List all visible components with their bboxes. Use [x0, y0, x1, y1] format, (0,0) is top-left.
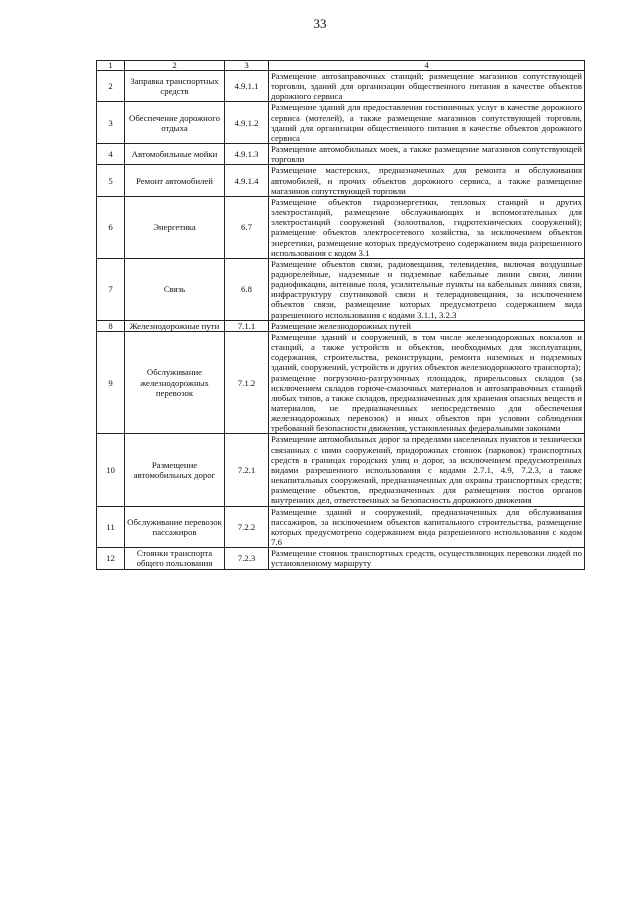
row-number: 7	[97, 258, 125, 320]
table-row	[97, 506, 585, 548]
land-use-description: Размещение зданий для предоставления гостиничных услуг в качестве дорожного сервиса (мотелей), а также размещение магазинов сопутствующей торговли, зданий для организации общественного питания в качестве объектов дорожного сервиса	[269, 102, 585, 144]
land-use-code: 6.8	[225, 258, 269, 320]
land-use-code: 4.9.1.3	[225, 144, 269, 165]
land-use-description: Размещение объектов гидроэнергетики, тепловых станций и других электростанций, размещение обслуживающих и вспомогательных для электростанций сооружений (золоотвалов, гидротехнических сооружений); размещение объектов электросетевого хозяйства, за исключением объектов энергетики, размещение которых предусмотрено содержанием вида разрешенного использования с кодом 3.1	[269, 196, 585, 258]
land-use-table	[96, 60, 585, 570]
table-header-row	[97, 61, 585, 71]
row-number: 8	[97, 320, 125, 331]
land-use-code: 7.1.1	[225, 320, 269, 331]
land-use-name: Обслуживание перевозок пассажиров	[125, 506, 225, 548]
land-use-code: 6.7	[225, 196, 269, 258]
row-number: 5	[97, 165, 125, 196]
land-use-code: 7.2.1	[225, 434, 269, 506]
row-number: 9	[97, 331, 125, 434]
land-use-description: Размещение зданий и сооружений, предназначенных для обслуживания пассажиров, за исключением объектов капитального строительства, размещение которых предусмотрено содержанием вида разрешенного использования с кодом 7.6	[269, 506, 585, 548]
table-row	[97, 258, 585, 320]
row-number: 12	[97, 548, 125, 569]
land-use-code: 4.9.1.4	[225, 165, 269, 196]
land-use-code: 7.2.2	[225, 506, 269, 548]
row-number: 3	[97, 102, 125, 144]
land-use-name: Стоянки транспорта общего пользования	[125, 548, 225, 569]
row-number: 6	[97, 196, 125, 258]
land-use-name: Размещение автомобильных дорог	[125, 434, 225, 506]
land-use-name: Энергетика	[125, 196, 225, 258]
land-use-description: Размещение стоянок транспортных средств, осуществляющих перевозки людей по установленному маршруту	[269, 548, 585, 569]
land-use-name: Ремонт автомобилей	[125, 165, 225, 196]
row-number: 4	[97, 144, 125, 165]
land-use-name: Заправка транспортных средств	[125, 71, 225, 102]
column-header: 4	[269, 61, 585, 71]
table-row	[97, 102, 585, 144]
table-row	[97, 548, 585, 569]
row-number: 2	[97, 71, 125, 102]
land-use-description: Размещение автомобильных дорог за пределами населенных пунктов и технически связанных с ними сооружений, придорожных стоянок (парковок) транспортных средств в границах городских улиц и дорог, за исключением предусмотренных видами разрешенного использования с кодами 2.7.1, 4.9, 7.2.3, а также некапитальных сооружений, предназначенных для охраны транспортных средств; размещение объектов, предназначенных для размещения постов органов внутренних дел, ответственных за безопасность дорожного движения	[269, 434, 585, 506]
table-row	[97, 434, 585, 506]
land-use-name: Обеспечение дорожного отдыха	[125, 102, 225, 144]
land-use-code: 4.9.1.2	[225, 102, 269, 144]
land-use-description: Размещение зданий и сооружений, в том числе железнодорожных вокзалов и станций, а также устройств и объектов, необходимых для эксплуатации, содержания, строительства, реконструкции, ремонта наземных и подземных зданий, сооружений, устройств и других объектов железнодорожного транспорта); размещение погрузочно-разгрузочных площадок, прирельсовых складов (за исключением складов горюче-смазочных материалов и автозаправочных станций любых типов, а также складов, предназначенных для хранения опасных веществ и материалов, не предназначенных непосредственно для обеспечения железнодорожных перевозок) и иных объектов при условии соблюдения требований безопасности движения, установленных федеральными законами	[269, 331, 585, 434]
row-number: 11	[97, 506, 125, 548]
land-use-name: Связь	[125, 258, 225, 320]
table-row	[97, 165, 585, 196]
row-number: 10	[97, 434, 125, 506]
land-use-description: Размещение автозаправочных станций; размещение магазинов сопутствующей торговли, зданий для организации общественного питания в качестве объектов дорожного сервиса	[269, 71, 585, 102]
table-row	[97, 71, 585, 102]
land-use-name: Железнодорожные пути	[125, 320, 225, 331]
page-number: 33	[313, 16, 327, 31]
table-row	[97, 144, 585, 165]
land-use-code: 7.1.2	[225, 331, 269, 434]
land-use-name: Автомобильные мойки	[125, 144, 225, 165]
table-row	[97, 320, 585, 331]
land-use-description: Размещение автомобильных моек, а также размещение магазинов сопутствующей торговли	[269, 144, 585, 165]
land-use-description: Размещение объектов связи, радиовещания, телевидения, включая воздушные радиорелейные, надземные и подземные кабельные линии связи, линии радиофикации, антенные поля, усилительные пункты на кабельных линиях связи, инфраструктуру спутниковой связи и телерадиовещания, за исключением объектов связи, размещение которых предусмотрено содержанием вида разрешенного использования с кодами 3.1.1, 3.2.3	[269, 258, 585, 320]
land-use-description: Размещение мастерских, предназначенных для ремонта и обслуживания автомобилей, и прочих объектов дорожного сервиса, а также размещение магазинов сопутствующей торговли	[269, 165, 585, 196]
land-use-name: Обслуживание железнодорожных перевозок	[125, 331, 225, 434]
land-use-description: Размещение железнодорожных путей	[269, 320, 585, 331]
column-header: 3	[225, 61, 269, 71]
column-header: 2	[125, 61, 225, 71]
land-use-code: 7.2.3	[225, 548, 269, 569]
table-row	[97, 196, 585, 258]
table-row	[97, 331, 585, 434]
column-header: 1	[97, 61, 125, 71]
land-use-code: 4.9.1.1	[225, 71, 269, 102]
